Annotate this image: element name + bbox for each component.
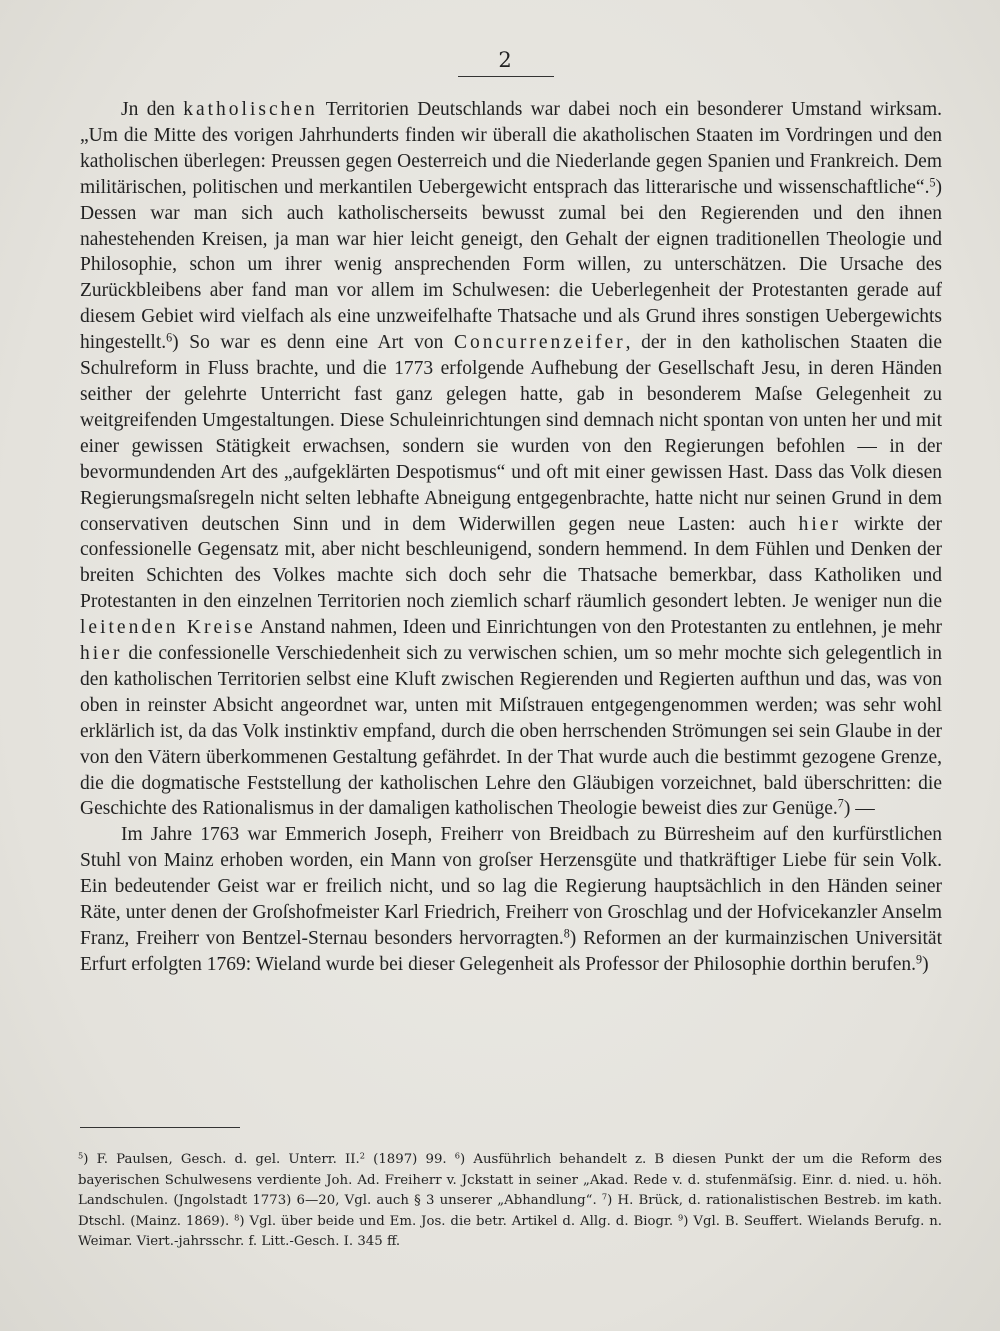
text-run: ) — (843, 798, 875, 820)
footnote-marker: 6 (454, 1150, 461, 1161)
text-run: (1897) 99. (364, 1152, 455, 1167)
spaced-emphasis: Concurrenzeifer (453, 332, 626, 354)
text-run: Jn den (121, 99, 184, 120)
footnote-marker: 5 (78, 1150, 84, 1161)
text-run: Territorien Deutschlands war dabei noch ein besonderer Umstand wirksam. „Um die Mitte des vorigen Jahrhunderts finden wir überall die akatholischen Staaten im Vordringen und den katholischen überlegen: Preussen gegen Oesterreich und die Niederlande gegen Spanien und Frankreich. Dem militärischen, politischen und merkantilen Uebergewicht entsprach das litterarische und wissenschaftliche“. (80, 99, 942, 198)
footnote-marker: 8 (234, 1212, 240, 1223)
text-run: ) H. Brück, d. rationalistischen Bestreb. im kath. Dtschl. (Mainz. 1869). (78, 1193, 942, 1229)
text-run: , der in den katholischen Staaten die Schulreform in Fluss brachte, und die 1773 erfolgende Aufhebung der Gesellschaft Jesu, in deren Händen seither der gelehrte Unterricht fast ganz gelegen hatte, gab in besonderem Maſse Gelegenheit zu weitgreifenden Umgestaltungen. Diese Schuleinrichtungen sind demnach nicht spontan von unten her und mit einer gewissen Stätigkeit erwachsen, sondern sie wurden von den Regierungen befohlen — in der bevormundenden Art des „aufgeklärten Despotismus“ und oft mit einer gewissen Hast. Dass das Volk diesen Regierungsmaſsregeln nicht selten lebhafte Abneigung entgegenbrachte, hatte nicht nur seinen Grund in dem conservativen deutschen Sinn und in dem Widerwillen gegen neue Lasten: auch (80, 332, 942, 535)
spaced-emphasis: leitenden Kreise (80, 617, 256, 639)
text-run: ) Vgl. B. Seuffert. Wielands Berufg. n. Weimar. Viert.-jahrsschr. f. Litt.-Gesch. I. 345 ff. (78, 1213, 942, 1250)
footnote-marker: 6 (166, 330, 173, 345)
spaced-emphasis: hier (80, 643, 123, 665)
text-run: Anstand nahmen, Ideen und Einrichtungen von den Protestanten zu entlehnen, je mehr (255, 617, 942, 639)
footnotes (78, 1150, 942, 1253)
text-run: ) Ausführlich behandelt z. B diesen Punkt der um die Reform des bayerischen Schulwesens verdiente Joh. Ad. Freiherr v. Jckstatt in seiner „Akad. Rede v. d. stufenmäſsig. Einr. d. nied. u. höh. Landschulen. (Jngolstadt 1773) 6—20, Vgl. auch § 3 unserer „Abhandlung“. (78, 1152, 942, 1209)
text-run: ) Vgl. über beide und Em. Jos. die betr. Artikel d. Allg. d. Biogr. (239, 1213, 679, 1229)
text-run: Im Jahre 1763 war Emmerich Joseph, Freiherr von Breidbach zu Bürresheim auf den kurfürstlichen Stuhl von Mainz erhoben worden, ein Mann von groſser Herzensgüte und thatkräftiger Liebe für sein Volk. Ein bedeutender Geist war er freilich nicht, und so lag die Regierung hauptsächlich in den Händen seiner Räte, unter denen der Groſshofmeister Karl Friedrich, Freiherr von Groschlag und der Hofvicekanzler Anselm Franz, Freiherr von Bentzel-Sternau besonders hervorragten. (80, 824, 942, 949)
footnote-marker: 9 (678, 1212, 684, 1223)
footnote-marker: 7 (837, 796, 844, 811)
text-run: ) Reformen an der kurmainzischen Universität Erfurt erfolgten 1769: Wieland wurde bei dieser Gelegenheit als Professor der Philosophie dorthin berufen. (80, 928, 942, 975)
text-run: ) So war es denn eine Art von (172, 332, 454, 354)
body-text (80, 97, 942, 978)
spaced-emphasis: hier (798, 513, 841, 535)
text-run: ) F. Paulsen, Gesch. d. gel. Unterr. II. (83, 1152, 360, 1167)
text-run: die confessionelle Verschiedenheit sich zu verwischen schien, um so mehr mochte sich gelegentlich in den katholischen Territorien selbst eine Kluft zwischen Regierenden und Regierten aufthun und das, was von oben in reinster Absicht angeordnet war, unten mit Miſstrauen entgegengenommen werden; was sehr wohl erklärlich ist, da das Volk instinktiv empfand, durch die oben herrschenden Strömungen sei sein Glaube in der von den Vätern überkommenen Gestaltung gefährdet. In der That wurde auch die bestimmt gezogene Grenze, die die dogmatische Feststellung der katholischen Lehre den Gläubigen vorzeichnet, bald überschritten: die Geschichte des Rationalismus in der damaligen katholischen Theologie beweist dies zur Genüge. (80, 643, 942, 820)
footnote-marker: 5 (929, 175, 936, 190)
header-rule (458, 76, 554, 77)
text-run: ) (922, 953, 929, 975)
footnote-marker: 8 (563, 926, 570, 941)
text-run: ) Dessen war man sich auch katholischerseits bewusst zumal bei den Regierenden und den ihnen nahestehenden Kreisen, ja man war hier leicht geneigt, den Gehalt der eignen traditionellen Theologie und Philosophie, schon um ihrer wenig ansprechenden Form willen, zu unterschätzen. Die Ursache des Zurückbleibens aber fand man vor allem im Schulwesen: die Ueberlegenheit der Protestanten gerade auf diesem Gebiet wird vielfach als eine unzweifelhafte Thatsache und als Grund ihres sonstigen Uebergewichts hingestellt. (80, 176, 942, 354)
footnote-marker: 7 (601, 1191, 608, 1202)
page-number: 2 (498, 48, 512, 72)
footnote-rule (80, 1127, 240, 1128)
footnote-marker: 2 (359, 1150, 365, 1161)
text-run: wirkte der confessionelle Gegensatz mit, aber nicht beschleunigend, sondern hemmend. In dem Fühlen und Denken der breiten Schichten des Volkes machte sich doch sehr die Thatsache bemerkbar, dass Katholiken und Protestanten in den einzelnen Territorien noch ziemlich scharf räumlich gesondert lebten. Je weniger nun die (80, 513, 942, 613)
body-paragraph (80, 97, 942, 822)
body-paragraph (80, 822, 942, 977)
footnote-marker: 9 (916, 952, 923, 967)
spaced-emphasis: katholischen (183, 99, 318, 120)
footnote-block (78, 1150, 942, 1253)
